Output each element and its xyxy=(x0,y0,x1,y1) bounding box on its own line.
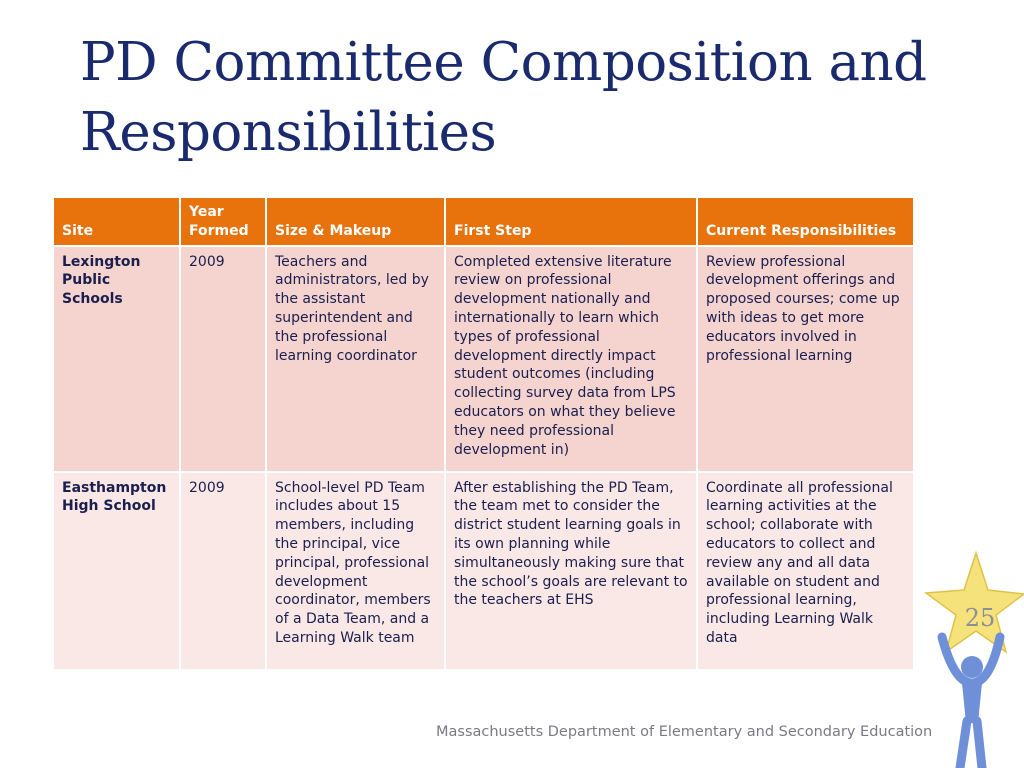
slide-title xyxy=(80,28,960,168)
header-site: Site xyxy=(53,197,180,246)
cell-responsibilities: Review professional development offerings and proposed courses; come up with ideas to get more educators involved in professional learning xyxy=(697,246,914,472)
page-number: 25 xyxy=(964,604,996,632)
cell-first-step: After establishing the PD Team, the team met to consider the district student learning goals in its own planning while simultaneously making sure that the school’s goals are relevant to the teachers at EHS xyxy=(445,472,697,670)
cell-size-makeup: School-level PD Team includes about 15 members, including the principal, vice principal, professional development coordinator, members of a Data Team, and a Learning Walk team xyxy=(266,472,445,670)
slide-title-line-1: PD Committee Composition and xyxy=(80,32,927,93)
cell-first-step: Completed extensive literature review on professional development nationally and internationally to learn which types of professional development directly impact student outcomes (including collecting survey data from LPS educators on what they believe they need professional development in) xyxy=(445,246,697,472)
slide-title-line-2: Responsibilities xyxy=(80,102,497,163)
table-row xyxy=(53,472,914,670)
table-header-row xyxy=(53,197,914,246)
star-figure-icon xyxy=(914,545,1024,768)
cell-year: 2009 xyxy=(180,246,266,472)
table-row xyxy=(53,246,914,472)
figure-head xyxy=(961,656,983,678)
cell-size-makeup: Teachers and administrators, led by the assistant superintendent and the professional learning coordinator xyxy=(266,246,445,472)
footer-text: Massachusetts Department of Elementary and Secondary Education xyxy=(436,724,933,740)
header-size-makeup: Size & Makeup xyxy=(266,197,445,246)
header-current-responsibilities: Current Responsibilities xyxy=(697,197,914,246)
figure-legs xyxy=(960,721,982,768)
cell-site: Easthampton High School xyxy=(53,472,180,670)
cell-site: Lexington Public Schools xyxy=(53,246,180,472)
committee-table xyxy=(52,196,915,671)
cell-responsibilities: Coordinate all professional learning activities at the school; collaborate with educators to collect and review any and all data available on student and professional learning, including Learning Walk data xyxy=(697,472,914,670)
header-first-step: First Step xyxy=(445,197,697,246)
header-year-formed: Year Formed xyxy=(180,197,266,246)
cell-year: 2009 xyxy=(180,472,266,670)
